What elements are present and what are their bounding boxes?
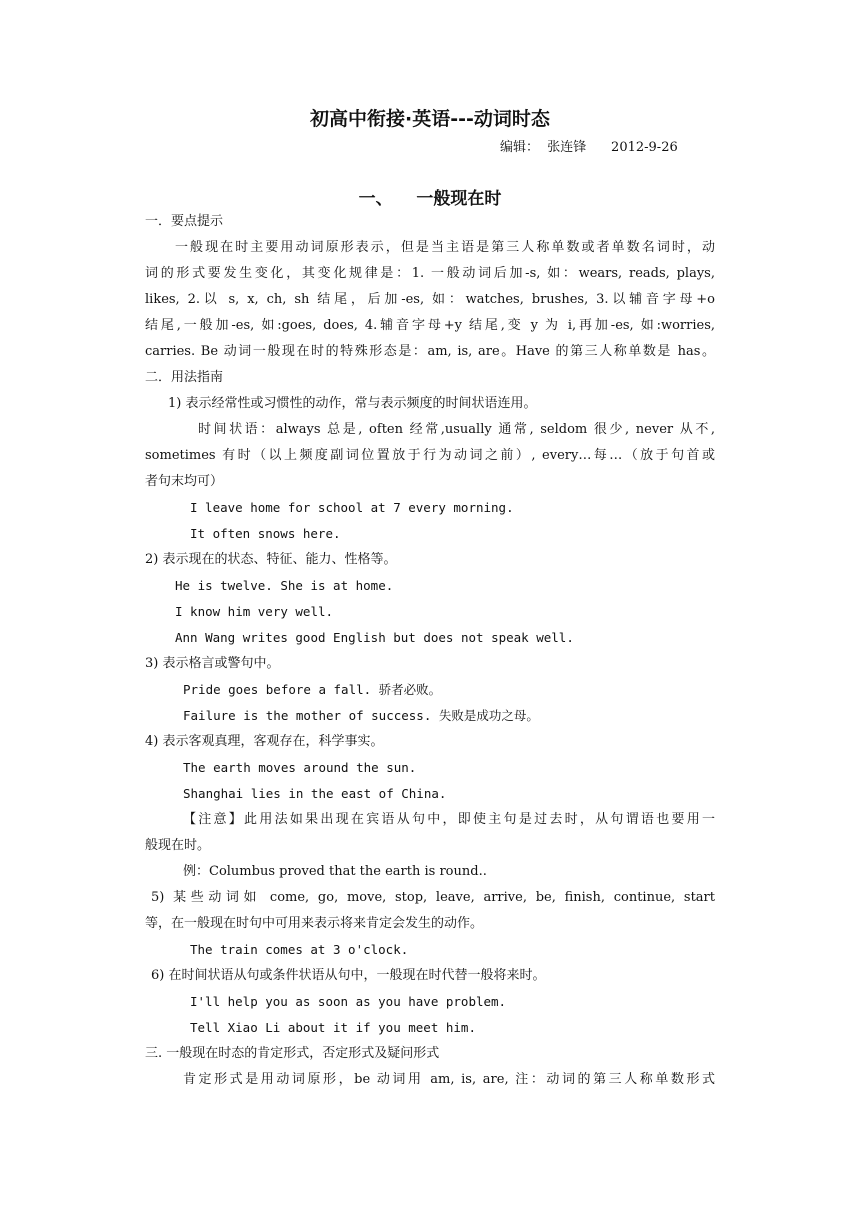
paragraph-line: 肯定形式是用动词原形，be 动词用 am, is, are, 注：动词的第三人称单数形式 [183,1072,715,1087]
example-sentence: 例：Columbus proved that the earth is round.. [183,864,487,879]
paragraph-line: carries. Be 动词一般现在时的特殊形态是：am, is, are。Have 的第三人称单数是 has。 [145,344,715,359]
usage-item-4: 4) 表示客观真理，客观存在，科学事实。 [145,734,384,749]
example-sentence: It often snows here. [190,526,341,541]
usage-item-6: 6) 在时间状语从句或条件状语从句中，一般现在时代替一般将来时。 [151,968,546,983]
usage-item-3: 3) 表示格言或警句中。 [145,656,280,671]
paragraph-line: 等，在一般现在时句中可用来表示将来肯定会发生的动作。 [145,916,484,931]
example-sentence: Pride goes before a fall. 骄者必败。 [183,682,442,697]
example-sentence: Failure is the mother of success. 失败是成功之母。 [183,708,539,723]
heading-forms: 三. 一般现在时态的肯定形式，否定形式及疑问形式 [145,1046,440,1061]
usage-item-5: 5) 某些动词如 come, go, move, stop, leave, arrive, be, finish, continue, start [151,890,715,905]
example-sentence: Shanghai lies in the east of China. [183,786,447,801]
paragraph-line: 一般现在时主要用动词原形表示，但是当主语是第三人称单数或者单数名词时，动 [175,240,715,255]
example-sentence: I'll help you as soon as you have problem. [190,994,507,1009]
page-title: 初高中衔接·英语---动词时态 [310,108,550,130]
example-sentence: The earth moves around the sun. [183,760,417,775]
paragraph-line: 词的形式要发生变化，其变化规律是：1. 一般动词后加-s, 如：wears, reads, plays, [145,266,715,281]
editor-info: 编辑： 张连锋 2012-9-26 [500,140,678,155]
usage-item-1: 1) 表示经常性或习惯性的动作，常与表示频度的时间状语连用。 [168,396,537,411]
note-line: 般现在时。 [145,838,211,853]
example-sentence: I leave home for school at 7 every morning. [190,500,514,515]
paragraph-line: sometimes 有时（以上频度副词位置放于行为动词之前）, every…每…（放于句首或 [145,448,715,463]
usage-item-2: 2) 表示现在的状态、特征、能力、性格等。 [145,552,397,567]
paragraph-line: 者句末均可） [145,474,224,489]
example-sentence: He is twelve. She is at home. [175,578,394,593]
heading-usage-guide: 二．用法指南 [145,370,224,385]
section-title: 一、 一般现在时 [358,189,502,209]
note-line: 【注意】此用法如果出现在宾语从句中，即使主句是过去时，从句谓语也要用一 [183,812,715,827]
example-sentence: Tell Xiao Li about it if you meet him. [190,1020,476,1035]
example-sentence: The train comes at 3 o'clock. [190,942,409,957]
paragraph-line: 结尾,一般加-es, 如:goes, does, 4.辅音字母+y 结尾,变 y 为 i,再加-es, 如:worries, [145,318,715,333]
example-sentence: Ann Wang writes good English but does not speak well. [175,630,574,645]
paragraph-line: likes, 2.以 s, x, ch, sh 结尾，后加-es, 如：watches, brushes, 3.以辅音字母+o [145,292,715,307]
heading-key-points: 一．要点提示 [145,214,224,229]
paragraph-line: 时间状语：always 总是, often 经常,usually 通常, seldom 很少, never 从不, [198,422,715,437]
example-sentence: I know him very well. [175,604,334,619]
